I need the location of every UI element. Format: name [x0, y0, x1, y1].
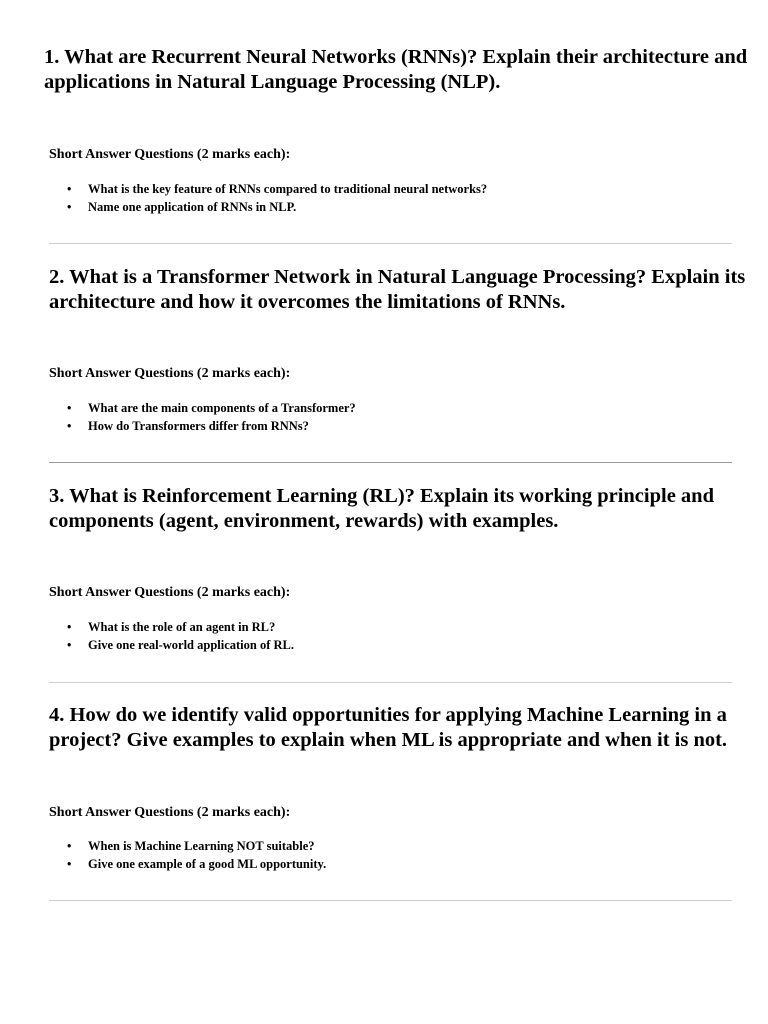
question-3-short-answer-heading: Short Answer Questions (2 marks each): [49, 585, 291, 600]
question-2-title-line-2: architecture and how it overcomes the limitations of RNNs. [49, 291, 566, 313]
section-divider [49, 682, 732, 683]
list-item-text: Give one example of a good ML opportunity. [88, 857, 327, 871]
list-item [49, 180, 487, 198]
list-item-text: Name one application of RNNs in NLP. [88, 200, 297, 214]
bullet-icon: • [67, 857, 72, 871]
question-2-short-answer-list [49, 399, 356, 435]
list-item-text: What are the main components of a Transformer? [88, 401, 356, 415]
question-1-title [44, 45, 747, 95]
bullet-icon: • [67, 182, 72, 196]
bullet-icon: • [67, 839, 72, 853]
section-divider [49, 900, 732, 901]
bullet-icon: • [67, 620, 72, 634]
list-item-text: What is the key feature of RNNs compared to traditional neural networks? [88, 182, 488, 196]
list-item-text: How do Transformers differ from RNNs? [88, 419, 309, 433]
bullet-icon: • [67, 401, 72, 415]
question-1-title-line-1: 1. What are Recurrent Neural Networks (RNNs)? Explain their architecture and [44, 46, 748, 68]
question-4-short-answer-heading: Short Answer Questions (2 marks each): [49, 805, 291, 820]
question-3-short-answer-list [49, 618, 294, 654]
list-item-text: Give one real-world application of RL. [88, 638, 295, 652]
bullet-icon: • [67, 419, 72, 433]
list-item [49, 636, 294, 654]
question-4-title [49, 703, 727, 753]
question-2-title [49, 265, 745, 315]
list-item [49, 618, 294, 636]
question-1-short-answer-heading: Short Answer Questions (2 marks each): [49, 147, 291, 162]
section-divider [49, 462, 732, 463]
bullet-icon: • [67, 638, 72, 652]
question-3-title [49, 484, 714, 534]
question-4-short-answer-list [49, 837, 326, 873]
list-item-text: What is the role of an agent in RL? [88, 620, 276, 634]
list-item [49, 198, 487, 216]
question-1-short-answer-list [49, 180, 487, 216]
question-2-short-answer-heading: Short Answer Questions (2 marks each): [49, 366, 291, 381]
question-4-title-line-1: 4. How do we identify valid opportunities for applying Machine Learning in a [49, 704, 727, 726]
list-item [49, 837, 326, 855]
list-item [49, 855, 326, 873]
bullet-icon: • [67, 200, 72, 214]
question-3-title-line-1: 3. What is Reinforcement Learning (RL)? Explain its working principle and [49, 485, 714, 507]
list-item-text: When is Machine Learning NOT suitable? [88, 839, 315, 853]
question-1-title-line-2: applications in Natural Language Processing (NLP). [44, 71, 501, 93]
list-item [49, 417, 356, 435]
list-item [49, 399, 356, 417]
section-divider [49, 243, 732, 244]
question-3-title-line-2: components (agent, environment, rewards) with examples. [49, 510, 559, 532]
question-4-title-line-2: project? Give examples to explain when ML is appropriate and when it is not. [49, 729, 728, 751]
question-2-title-line-1: 2. What is a Transformer Network in Natural Language Processing? Explain its [49, 266, 746, 288]
